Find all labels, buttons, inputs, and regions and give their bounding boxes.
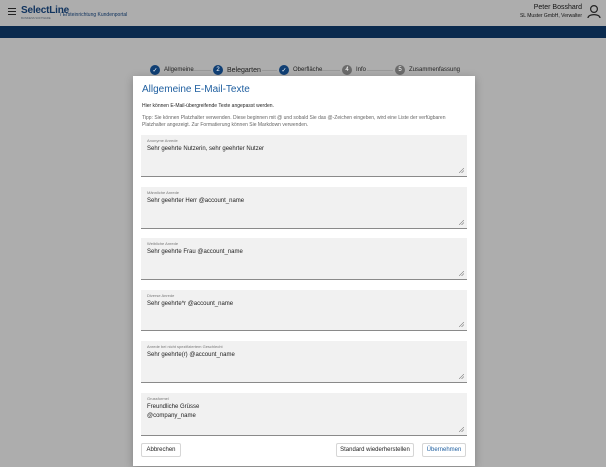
step-connector bbox=[262, 70, 277, 71]
male-salutation-field[interactable] bbox=[141, 187, 467, 229]
dialog-description: Hier können E-Mail-übergreifende Texte angepasst werden. bbox=[142, 103, 274, 109]
dialog-title: Allgemeine E-Mail-Texte bbox=[142, 84, 250, 95]
unspecified-salutation-field[interactable] bbox=[141, 341, 467, 383]
restore-defaults-button[interactable]: Standard wiederherstellen bbox=[336, 443, 414, 457]
step-label: Belegarten bbox=[227, 66, 261, 74]
apply-button[interactable]: Übernehmen bbox=[422, 443, 466, 457]
step-belegarten[interactable] bbox=[213, 64, 261, 76]
dialog-tip: Tipp: Sie können Platzhalter verwenden. Diese beginnen mit @ und sobald Sie das @-Zeichen eingeben, wird eine Liste der verfügbaren Platzhalter angezeigt. Zur Formatierung können Sie Markdown verwenden. bbox=[142, 115, 446, 128]
step-connector bbox=[191, 70, 211, 71]
user-company: SL Muster GmbH, Verwalter bbox=[519, 13, 582, 19]
step-label: Info bbox=[356, 67, 367, 73]
step-number: 2 bbox=[213, 65, 223, 75]
step-info[interactable] bbox=[342, 64, 366, 76]
step-allgemeine[interactable] bbox=[150, 64, 194, 76]
cancel-button[interactable]: Abbrechen bbox=[141, 443, 181, 457]
step-connector bbox=[322, 70, 340, 71]
closing-formula-field[interactable] bbox=[141, 393, 467, 436]
resize-handle-icon[interactable] bbox=[459, 427, 464, 432]
wizard-stepper bbox=[148, 64, 468, 76]
resize-handle-icon[interactable] bbox=[459, 168, 464, 173]
field-value[interactable]: Freundliche Grüsse @company_name bbox=[147, 404, 200, 419]
resize-handle-icon[interactable] bbox=[459, 220, 464, 225]
user-name: Peter Bosshard bbox=[533, 4, 582, 11]
field-label: Weibliche Anrede bbox=[147, 241, 179, 246]
anonymous-salutation-field[interactable] bbox=[141, 135, 467, 177]
check-icon: ✓ bbox=[150, 65, 160, 75]
resize-handle-icon[interactable] bbox=[459, 322, 464, 327]
field-label: Anrede bei nicht spezifiziertem Geschlecht bbox=[147, 344, 223, 349]
page-title: / Ersteinrichtung Kundenportal bbox=[60, 12, 128, 18]
step-label: Allgemeine bbox=[164, 67, 194, 73]
female-salutation-field[interactable] bbox=[141, 238, 467, 280]
resize-handle-icon[interactable] bbox=[459, 271, 464, 276]
field-value[interactable]: Sehr geehrte Nutzerin, sehr geehrter Nutzer bbox=[147, 146, 265, 152]
step-oberflaeche[interactable] bbox=[279, 64, 322, 76]
step-zusammenfassung[interactable] bbox=[395, 64, 460, 76]
field-label: Anonyme Anrede bbox=[147, 138, 178, 143]
step-connector bbox=[367, 70, 393, 71]
email-texts-dialog bbox=[133, 76, 475, 466]
diverse-salutation-field[interactable] bbox=[141, 290, 467, 331]
field-label: Grussformel bbox=[147, 396, 169, 401]
field-label: Diverse Anrede bbox=[147, 293, 175, 298]
check-icon: ✓ bbox=[279, 65, 289, 75]
resize-handle-icon[interactable] bbox=[459, 374, 464, 379]
field-value[interactable]: Sehr geehrter Herr @account_name bbox=[147, 198, 245, 204]
field-value[interactable]: Sehr geehrte Frau @account_name bbox=[147, 249, 243, 255]
logo-subtitle: BUSINESS SOFTWARE bbox=[21, 16, 51, 20]
field-label: Männliche Anrede bbox=[147, 190, 180, 195]
step-label: Oberfläche bbox=[293, 67, 323, 73]
field-value[interactable]: Sehr geehrte*r @account_name bbox=[147, 301, 234, 307]
field-value[interactable]: Sehr geehrte(r) @account_name bbox=[147, 352, 235, 358]
step-number: 4 bbox=[342, 65, 352, 75]
logo-text: SelectLine bbox=[21, 5, 70, 16]
step-label: Zusammenfassung bbox=[409, 67, 461, 73]
step-number: 5 bbox=[395, 65, 405, 75]
